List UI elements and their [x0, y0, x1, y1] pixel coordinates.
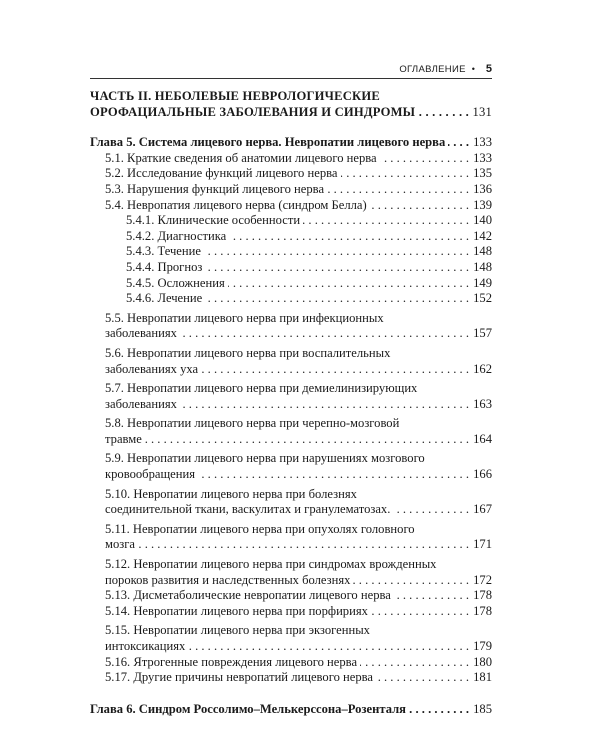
toc-page: 148	[473, 244, 492, 259]
toc-section-5-5	[90, 311, 492, 342]
leader-dots	[204, 244, 469, 260]
leader-dots	[229, 229, 469, 245]
running-head	[90, 62, 492, 76]
toc-subsection-title: 5.4.4. Прогноз	[126, 259, 203, 274]
table-of-contents	[90, 89, 492, 717]
toc-section-title-line2: соединительной ткани, васкулитах и гранулематозах.	[105, 502, 391, 517]
leader-dots	[371, 604, 469, 620]
toc-subsection-title: 5.4.2. Диагностика	[126, 228, 227, 243]
leader-dots	[228, 276, 469, 292]
toc-page: 163	[473, 396, 492, 411]
toc-page: 179	[473, 639, 492, 653]
toc-section-5-8	[90, 416, 492, 447]
toc-section-5-11	[90, 522, 492, 553]
toc-section-title: 5.16. Ятрогенные повреждения лицевого нерва	[105, 654, 358, 669]
leader-dots	[201, 362, 469, 378]
toc-subsection-5-4-6	[90, 291, 492, 307]
toc-section-title: 5.4. Невропатия лицевого нерва (синдром Белла)	[105, 197, 367, 212]
toc-page: 178	[473, 603, 492, 618]
toc-subsection-title: 5.4.6. Лечение	[126, 291, 203, 306]
toc-section-title-line1: 5.5. Невропатии лицевого нерва при инфекционных	[105, 310, 384, 325]
toc-page: 136	[473, 181, 492, 196]
leader-dots	[188, 639, 469, 655]
toc-subsection-title: 5.4.3. Течение	[126, 244, 201, 259]
toc-page: 180	[473, 654, 492, 669]
toc-section-title-line1: 5.9. Невропатии лицевого нерва при нарушениях мозгового	[105, 451, 425, 466]
running-head-title: ОГЛАВЛЕНИЕ	[399, 63, 466, 75]
leader-dots	[341, 166, 470, 182]
toc-section-title-line1: 5.12. Невропатии лицевого нерва при синдромах врожденных	[105, 557, 437, 572]
page-number: 5	[485, 63, 492, 75]
leader-dots	[180, 397, 469, 413]
toc-section-5-2	[90, 166, 492, 182]
toc-page: 140	[473, 213, 492, 228]
toc-section-title-line1: 5.11. Невропатии лицевого нерва при опухолях головного	[105, 521, 415, 536]
toc-section-title: 5.3. Нарушения функций лицевого нерва	[105, 181, 325, 196]
toc-section-5-17	[90, 670, 492, 686]
toc-subsection-5-4-4	[90, 260, 492, 276]
toc-section-5-7	[90, 381, 492, 412]
toc-subsection-5-4-5	[90, 276, 492, 292]
toc-page: 131	[472, 104, 492, 119]
toc-chapter-5	[90, 135, 492, 151]
leader-dots	[393, 502, 469, 518]
toc-section-5-16	[90, 655, 492, 671]
toc-page: 172	[473, 572, 492, 587]
toc-section-title: 5.17. Другие причины невропатий лицевого нерва	[105, 670, 374, 685]
toc-section-title-line1: 5.15. Невропатии лицевого нерва при экзогенных	[105, 623, 370, 638]
leader-dots	[353, 573, 469, 589]
toc-chapter-6	[90, 702, 492, 718]
leader-dots	[376, 670, 469, 686]
toc-page: 162	[473, 361, 492, 376]
toc-page: 178	[473, 588, 492, 603]
toc-page: 166	[473, 467, 492, 482]
toc-section-title: 5.1. Краткие сведения об анатомии лицевого нерва	[105, 150, 377, 165]
toc-part-title-line2: ОРОФАЦИАЛЬНЫЕ ЗАБОЛЕВАНИЯ И СИНДРОМЫ	[90, 104, 416, 119]
leader-dots	[327, 182, 469, 198]
toc-section-5-12	[90, 557, 492, 588]
toc-chapter-row	[90, 135, 492, 151]
leader-dots	[205, 260, 469, 276]
toc-section-5-13	[90, 588, 492, 604]
running-head-bullet: •	[471, 64, 475, 74]
toc-section-title-line2: заболеваниях	[105, 396, 177, 411]
toc-section-5-1	[90, 151, 492, 167]
leader-dots	[198, 467, 469, 483]
toc-section-title-line2: пороков развития и наследственных болезнях	[105, 572, 351, 587]
toc-page: 133	[473, 135, 492, 150]
toc-chapter-title: Глава 5. Система лицевого нерва. Невропатии лицевого нерва	[90, 135, 446, 150]
toc-subsection-5-4-1	[90, 213, 492, 229]
leader-dots	[448, 135, 469, 151]
toc-part-2	[90, 89, 492, 120]
toc-chapter-row	[90, 702, 492, 718]
toc-section-title-line2: заболеваниях	[105, 326, 177, 341]
toc-page: 152	[473, 291, 492, 306]
toc-section-5-4	[90, 198, 492, 214]
toc-section-5-6	[90, 346, 492, 377]
leader-dots	[370, 198, 469, 214]
leader-dots	[303, 213, 469, 229]
leader-dots	[380, 151, 469, 167]
toc-section-5-10	[90, 487, 492, 518]
toc-page: 167	[473, 502, 492, 517]
toc-part-row	[90, 105, 492, 121]
toc-section-title: 5.13. Дисметаболические невропатии лицевого нерва	[105, 588, 391, 603]
toc-page: 148	[473, 259, 492, 274]
toc-subsection-5-4-2	[90, 229, 492, 245]
toc-page: 149	[473, 275, 492, 290]
toc-section-5-14	[90, 604, 492, 620]
toc-page: 164	[473, 431, 492, 446]
toc-part-title-line1: ЧАСТЬ II. НЕБОЛЕВЫЕ НЕВРОЛОГИЧЕСКИЕ	[90, 89, 380, 103]
toc-section-title-line1: 5.6. Невропатии лицевого нерва при воспалительных	[105, 345, 391, 360]
toc-section-title-line2: травме	[105, 431, 142, 446]
toc-section-title: 5.2. Исследование функций лицевого нерва	[105, 166, 338, 181]
toc-page: 185	[473, 701, 492, 716]
toc-section-5-9	[90, 451, 492, 482]
toc-section-title-line1: 5.7. Невропатии лицевого нерва при демиелинизирующих	[105, 381, 418, 396]
leader-dots	[145, 432, 469, 448]
toc-chapter-title: Глава 6. Синдром Россолимо–Мелькерссона–Розенталя	[90, 701, 406, 716]
toc-section-title-line2: заболеваниях уха	[105, 361, 199, 376]
toc-page: 139	[473, 197, 492, 212]
header-rule	[90, 78, 492, 79]
leader-dots	[138, 537, 469, 553]
toc-page: 171	[473, 537, 492, 552]
toc-section-title: 5.14. Невропатии лицевого нерва при порфириях	[105, 603, 368, 618]
leader-dots	[418, 105, 469, 121]
toc-section-title-line2: интоксикациях	[105, 639, 186, 653]
toc-page: 142	[473, 228, 492, 243]
toc-subsection-5-4-3	[90, 244, 492, 260]
leader-dots	[394, 588, 469, 604]
toc-section-title-line1: 5.8. Невропатии лицевого нерва при черепно-мозговой	[105, 416, 400, 431]
toc-subsection-title: 5.4.5. Осложнения	[126, 275, 225, 290]
leader-dots	[205, 291, 469, 307]
leader-dots	[409, 702, 469, 718]
toc-page: 135	[473, 166, 492, 181]
toc-page: 157	[473, 326, 492, 341]
toc-section-5-3	[90, 182, 492, 198]
toc-page: 133	[473, 150, 492, 165]
toc-subsection-title: 5.4.1. Клинические особенности	[126, 213, 301, 228]
leader-dots	[360, 655, 469, 671]
toc-section-title-line2: мозга	[105, 537, 135, 552]
leader-dots	[180, 326, 469, 342]
toc-section-title-line2: кровообращения	[105, 467, 196, 482]
toc-page: 181	[473, 670, 492, 685]
toc-section-title-line1: 5.10. Невропатии лицевого нерва при болезнях	[105, 486, 357, 501]
toc-section-5-15	[90, 623, 492, 654]
